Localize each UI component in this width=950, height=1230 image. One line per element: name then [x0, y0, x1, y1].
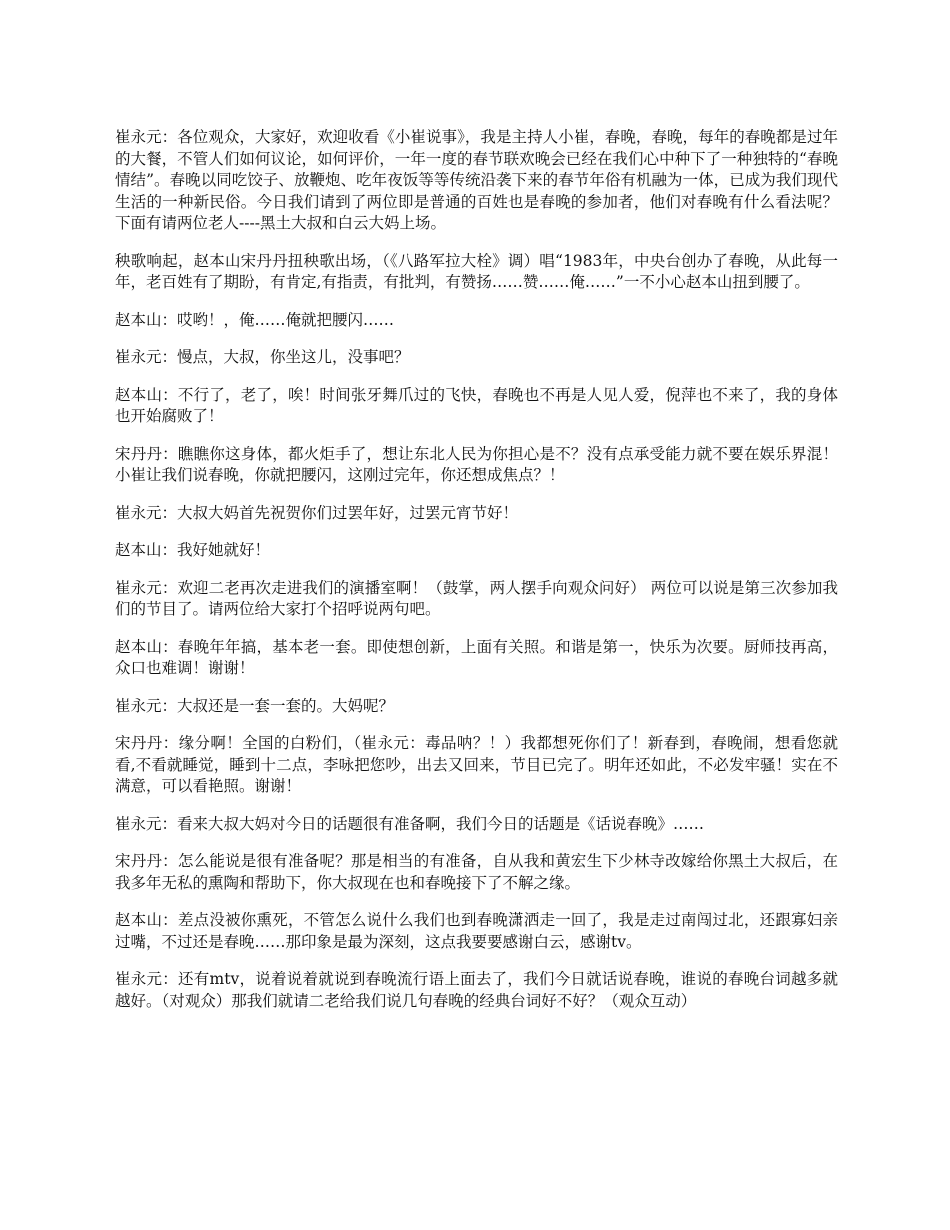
- paragraph-9: 崔永元：欢迎二老再次走进我们的演播室啊！（鼓掌，两人摆手向观众问好） 两位可以说是第三次参加我们的节目了。请两位给大家打个招呼说两句吧。: [115, 578, 838, 618]
- paragraph-4: 崔永元：慢点，大叔，你坐这儿，没事吧？: [115, 348, 410, 366]
- document-body: [115, 127, 838, 1028]
- paragraph-7: 崔永元：大叔大妈首先祝贺你们过罢年好，过罢元宵节好！: [115, 503, 519, 522]
- paragraph-3: 赵本山：哎哟！，俺……俺就把腰闪……: [115, 310, 395, 329]
- paragraph-15: 赵本山：差点没被你熏死，不管怎么说什么我们也到春晚潇洒走一回了，我是走过南闯过北，还跟寡妇亲过嘴，不过还是春晚……那印象是最为深刻，这点我要要感谢白云，感谢tv。: [115, 911, 838, 951]
- paragraph-8: 赵本山：我好她就好！: [115, 541, 271, 559]
- paragraph-12: 宋丹丹：缘分啊！全国的白粉们，（崔永元：毒品呐？！）我都想死你们了！新春到，春晚闹，想看您就看,不看就睡觉，睡到十二点，李咏把您吵，出去又回来，节目已完了。明年还如此，不必发牢骚！实在不满意，可以看艳照。谢谢！: [115, 734, 838, 795]
- paragraph-14: 宋丹丹：怎么能说是很有准备呢？那是相当的有准备，自从我和黄宏生下少林寺改嫁给你黑土大叔后，在我多年无私的熏陶和帮助下，你大叔现在也和春晚接下了不解之缘。: [115, 852, 838, 892]
- paragraph-2: 秧歌响起，赵本山宋丹丹扭秧歌出场，（《八路军拉大栓》调）唱“1983年，中央台创办了春晚，从此每一年，老百姓有了期盼，有肯定,有指责，有批判，有赞扬……赞……俺……”一不小心赵本山扭到腰了。: [115, 251, 838, 291]
- paragraph-6: 宋丹丹：瞧瞧你这身体，都火炬手了，想让东北人民为你担心是不？没有点承受能力就不要在娱乐界混！小崔让我们说春晚，你就把腰闪，这刚过完年，你还想成焦点？！: [115, 444, 838, 484]
- paragraph-16: 崔永元：还有mtv，说着说着就说到春晚流行语上面去了，我们今日就话说春晚，谁说的春晚台词越多就越好。（对观众）那我们就请二老给我们说几句春晚的经典台词好不好？（观众互动）: [115, 970, 838, 1010]
- paragraph-10: 赵本山：春晚年年搞，基本老一套。即使想创新，上面有关照。和谐是第一，快乐为次要。厨师技再高，众口也难调！谢谢！: [115, 637, 838, 677]
- paragraph-5: 赵本山：不行了，老了，唉！时间张牙舞爪过的飞快，春晚也不再是人见人爱，倪萍也不来了，我的身体也开始腐败了！: [115, 385, 838, 425]
- paragraph-13: 崔永元：看来大叔大妈对今日的话题很有准备啊，我们今日的话题是《话说春晚》……: [115, 814, 705, 833]
- paragraph-11: 崔永元：大叔还是一套一套的。大妈呢？: [115, 696, 395, 715]
- paragraph-1: 崔永元：各位观众，大家好，欢迎收看《小崔说事》，我是主持人小崔，春晚，春晚，每年的春晚都是过年的大餐，不管人们如何议论，如何评价，一年一度的春节联欢晚会已经在我们心中种下了一种独特的“春晚情结”。春晚以同吃饺子、放鞭炮、吃年夜饭等等传统沿袭下来的春节年俗有机融为一体，已成为我们现代生活的一种新民俗。今日我们请到了两位即是普通的百姓也是春晚的参加者，他们对春晚有什么看法呢？下面有请两位老人----黑土大叔和白云大妈上场。: [115, 128, 838, 232]
